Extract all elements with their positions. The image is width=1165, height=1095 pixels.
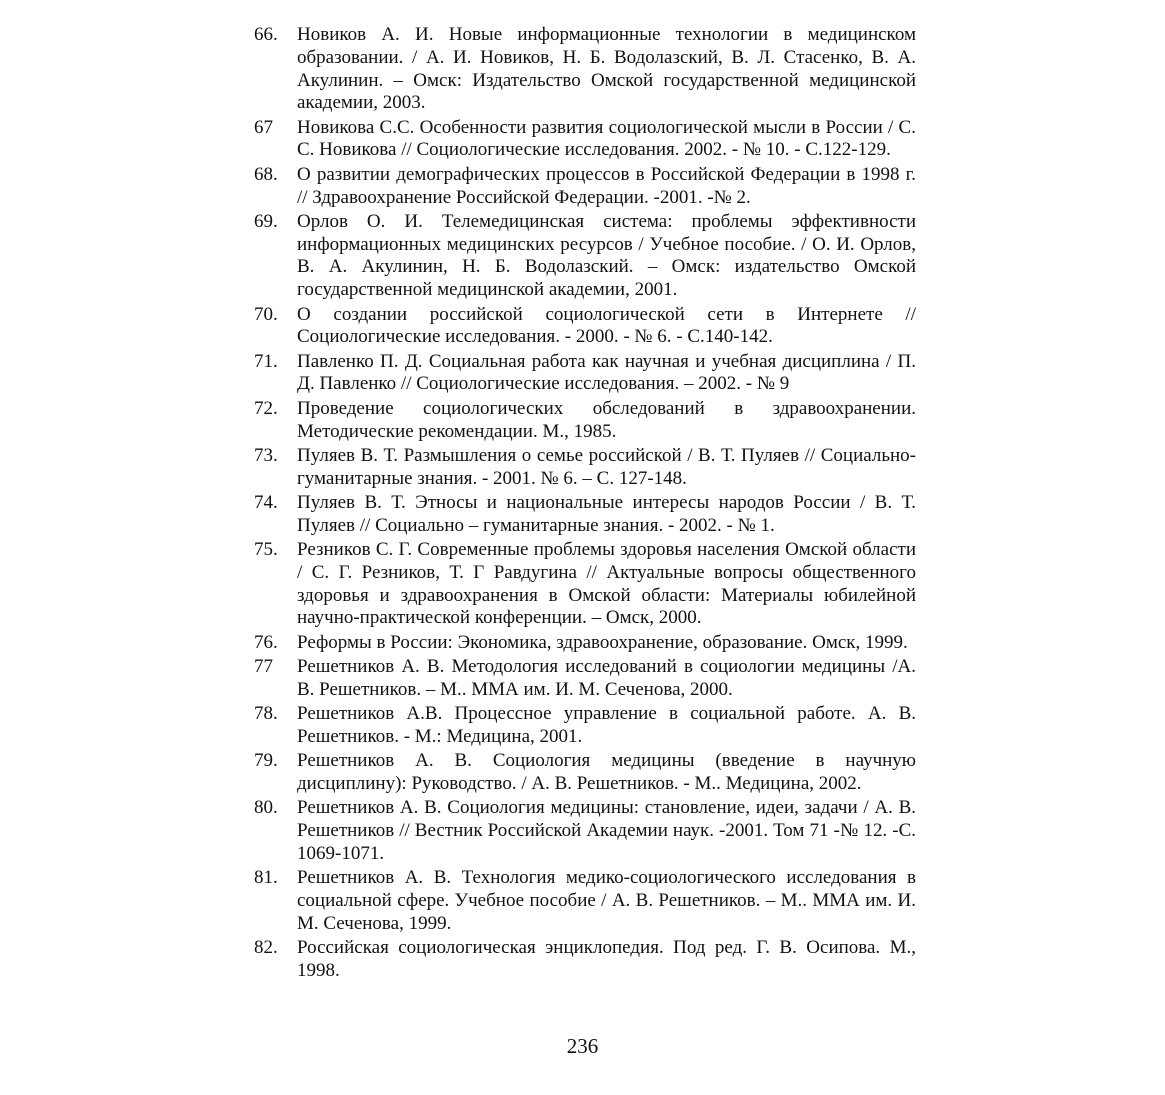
reference-number: 78. [254,703,278,725]
reference-item [254,24,916,115]
reference-number: 82. [254,937,278,959]
reference-text: Решетников А. В. Социология медицины: становление, идеи, задачи / А. В. Решетников // Вестник Российской Академии наук. -2001. Том 71 -№ 12. -С. 1069-1071. [297,797,916,864]
reference-item [254,632,916,655]
reference-item [254,398,916,444]
reference-text: Российская социологическая энциклопедия. Под ред. Г. В. Осипова. М., 1998. [297,937,916,981]
reference-number: 66. [254,24,278,45]
reference-number: 69. [254,210,278,232]
reference-number: 67 [254,116,273,138]
reference-number: 72. [254,397,278,419]
reference-item [254,867,916,935]
reference-item [254,164,916,210]
reference-item [254,797,916,865]
reference-number: 71. [254,350,278,372]
reference-item [254,750,916,796]
reference-item [254,539,916,630]
reference-number: 81. [254,867,278,889]
reference-item [254,656,916,702]
reference-item [254,351,916,397]
reference-number: 79. [254,750,278,772]
reference-text: Решетников А. В. Технология медико-социологического исследования в социальной сфере. Учебное пособие / А. В. Решетников. – М.. ММА им. И. М. Сеченова, 1999. [297,867,916,934]
reference-text: Пуляев В. Т. Этносы и национальные интересы народов России / В. Т. Пуляев // Социально – гуманитарные знания. - 2002. - № 1. [297,491,916,536]
reference-text: Решетников А.В. Процессное управление в социальной работе. А. В. Решетников. - М.: Медицина, 2001. [297,703,916,747]
reference-number: 70. [254,303,278,325]
reference-number: 74. [254,491,278,513]
page-number: 236 [566,1034,599,1058]
reference-text: Резников С. Г. Современные проблемы здоровья населения Омской области / С. Г. Резников, Т. Г Равдугина // Актуальные вопросы общественного здоровья и здравоохранения в Омской области: Материалы юбилейной научно-практической конференции. – Омск, 2000. [297,539,916,629]
reference-number: 77 [254,656,273,678]
reference-text: О создании российской социологической сети в Интернете // Социологические исследования. - 2000. - № 6. - С.140-142. [297,303,916,348]
reference-number: 75. [254,539,278,561]
reference-text: Павленко П. Д. Социальная работа как научная и учебная дисциплина / П. Д. Павленко // Социологические исследования. – 2002. - № 9 [297,350,916,395]
reference-item [254,304,916,350]
reference-item [254,492,916,538]
reference-item [254,211,916,302]
reference-item [254,445,916,491]
reference-number: 80. [254,797,278,819]
reference-text: Новиков А. И. Новые информационные технологии в медицинском образовании. / А. И. Новиков, Н. Б. Водолазский, В. Л. Стасенко, В. А. Акулинин. – Омск: Издательство Омской государственной медицинской академии, 2003. [297,24,916,114]
reference-text: Новикова С.С. Особенности развития социологической мысли в России / С. С. Новикова // Социологические исследования. 2002. - № 10. - С.122-129. [297,116,916,161]
reference-item [254,703,916,749]
reference-text: Решетников А. В. Методология исследований в социологии медицины /А. В. Решетников. – М.. ММА им. И. М. Сеченова, 2000. [297,656,916,700]
reference-item [254,117,916,163]
reference-number: 68. [254,163,278,185]
reference-text: Пуляев В. Т. Размышления о семье российской / В. Т. Пуляев // Социально-гуманитарные знания. - 2001. № 6. – С. 127-148. [297,444,916,489]
reference-text: Решетников А. В. Социология медицины (введение в научную дисциплину): Руководство. / А. В. Решетников. - М.. Медицина, 2002. [297,750,916,794]
reference-number: 76. [254,631,278,653]
reference-text: Орлов О. И. Телемедицинская система: проблемы эффективности информационных медицинских ресурсов / Учебное пособие. / О. И. Орлов, В. А. Акулинин, Н. Б. Водолазский. – Омск: издательство Омской государственной медицинской академии, 2001. [297,210,916,301]
reference-text: О развитии демографических процессов в Российской Федерации в 1998 г. // Здравоохранение Российской Федерации. -2001. -№ 2. [297,163,916,208]
reference-text: Проведение социологических обследований в здравоохранении. Методические рекомендации. М., 1985. [297,397,916,442]
reference-text: Реформы в России: Экономика, здравоохранение, образование. Омск, 1999. [297,631,908,653]
reference-number: 73. [254,444,278,466]
reference-list [254,24,916,984]
reference-item [254,937,916,983]
